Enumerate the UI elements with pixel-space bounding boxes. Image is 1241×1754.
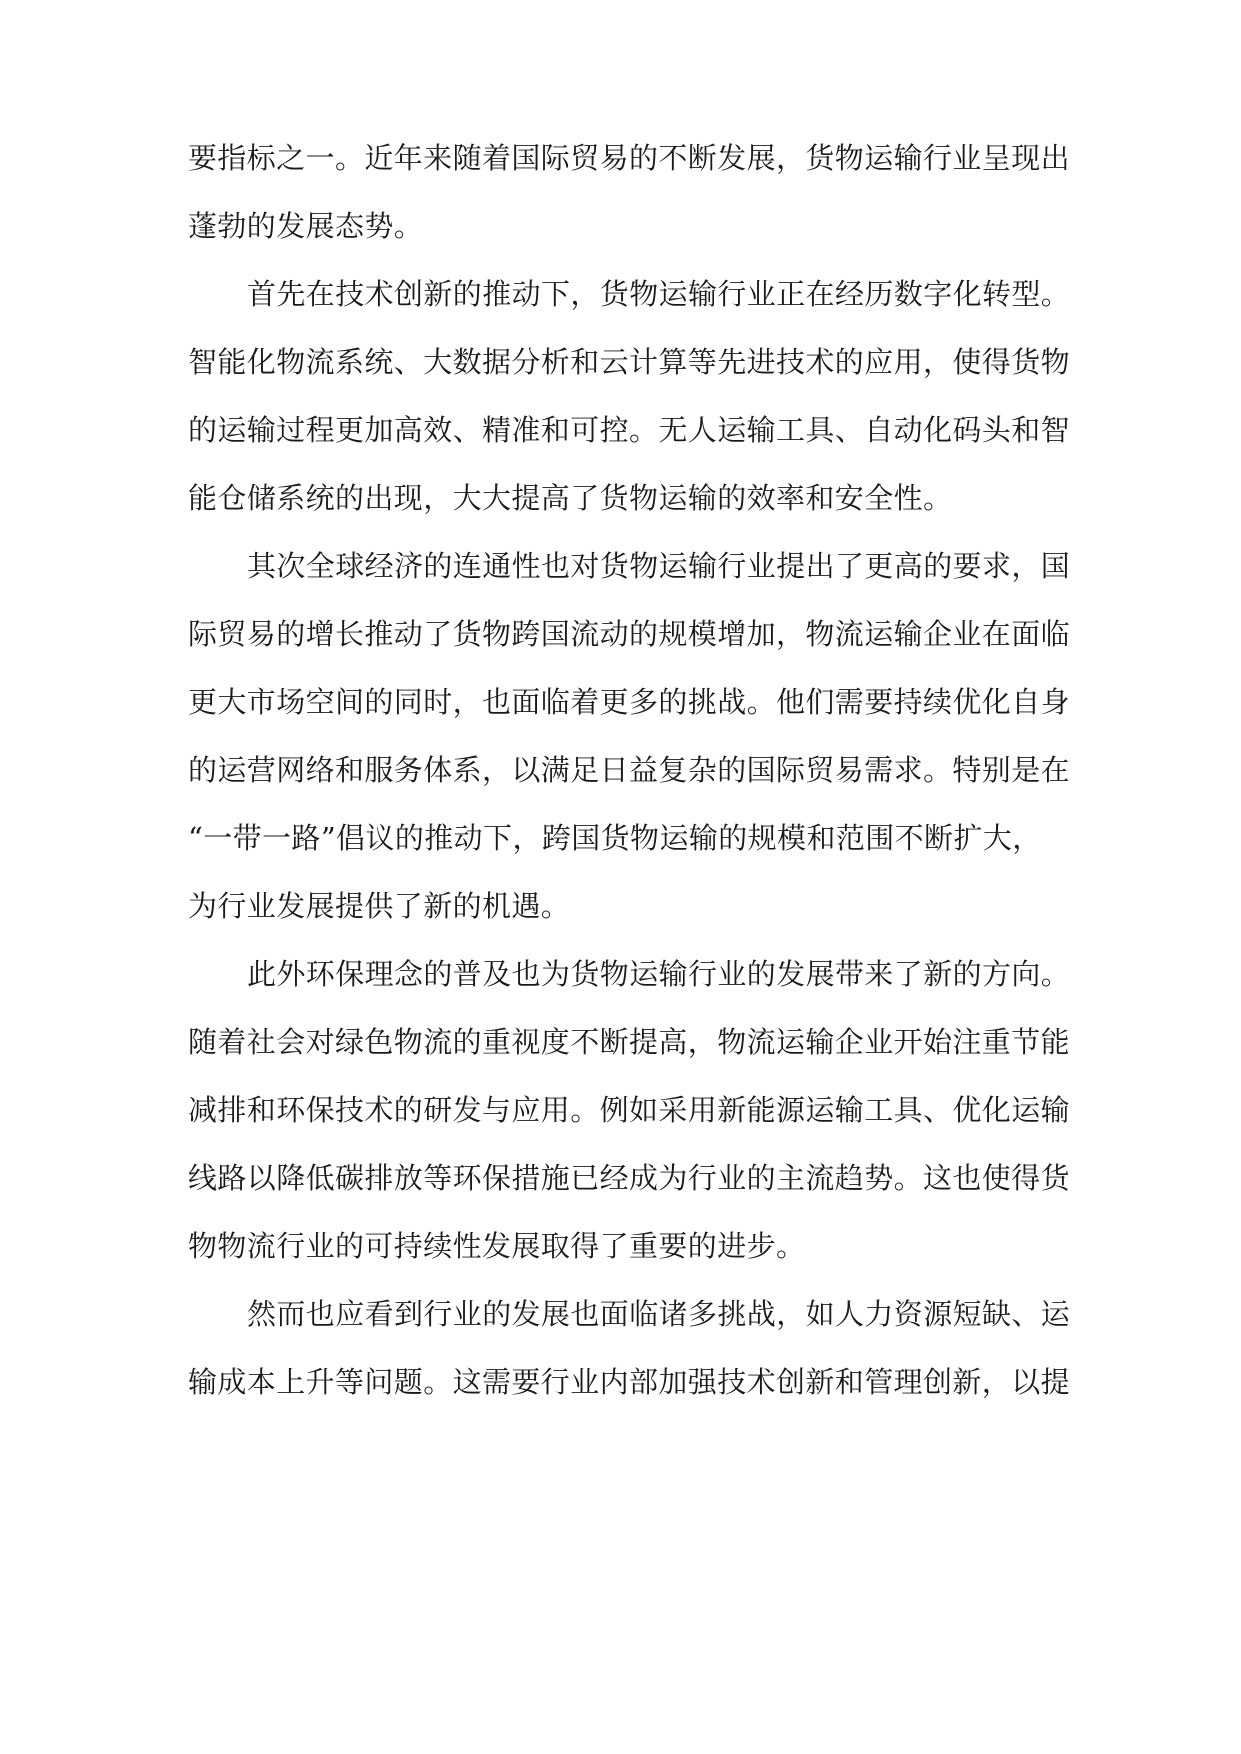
text-line: 更大市场空间的同时，也面临着更多的挑战。他们需要持续优化自身 [188,685,1071,719]
text-line: 的运输过程更加高效、精准和可控。无人运输工具、自动化码头和智 [188,413,1071,447]
text-line: 要指标之一。近年来随着国际贸易的不断发展，货物运输行业呈现出 [188,141,1071,175]
text-line: 随着社会对绿色物流的重视度不断提高，物流运输企业开始注重节能 [188,1025,1071,1059]
paragraph-first-line: 其次全球经济的连通性也对货物运输行业提出了更高的要求，国 [247,549,1071,583]
document-body [188,124,1071,1416]
paragraph-first-line: 此外环保理念的普及也为货物运输行业的发展带来了新的方向。 [247,957,1071,991]
text-line: 的运营网络和服务体系，以满足日益复杂的国际贸易需求。特别是在 [188,753,1071,787]
text-line: 为行业发展提供了新的机遇。 [188,889,571,923]
text-line: “一带一路”倡议的推动下，跨国货物运输的规模和范围不断扩大， [188,821,1042,855]
text-line: 物物流行业的可持续性发展取得了重要的进步。 [188,1229,806,1263]
paragraph-first-line: 然而也应看到行业的发展也面临诸多挑战，如人力资源短缺、运 [247,1297,1071,1331]
paragraph-first-line: 首先在技术创新的推动下，货物运输行业正在经历数字化转型。 [247,277,1071,311]
text-line: 际贸易的增长推动了货物跨国流动的规模增加，物流运输企业在面临 [188,617,1071,651]
text-line: 蓬勃的发展态势。 [188,209,424,243]
text-line: 输成本上升等问题。这需要行业内部加强技术创新和管理创新，以提 [188,1365,1071,1399]
text-line: 能仓储系统的出现，大大提高了货物运输的效率和安全性。 [188,481,953,515]
text-line: 减排和环保技术的研发与应用。例如采用新能源运输工具、优化运输 [188,1093,1071,1127]
text-line: 线路以降低碳排放等环保措施已经成为行业的主流趋势。这也使得货 [188,1161,1071,1195]
text-line: 智能化物流系统、大数据分析和云计算等先进技术的应用，使得货物 [188,345,1071,379]
